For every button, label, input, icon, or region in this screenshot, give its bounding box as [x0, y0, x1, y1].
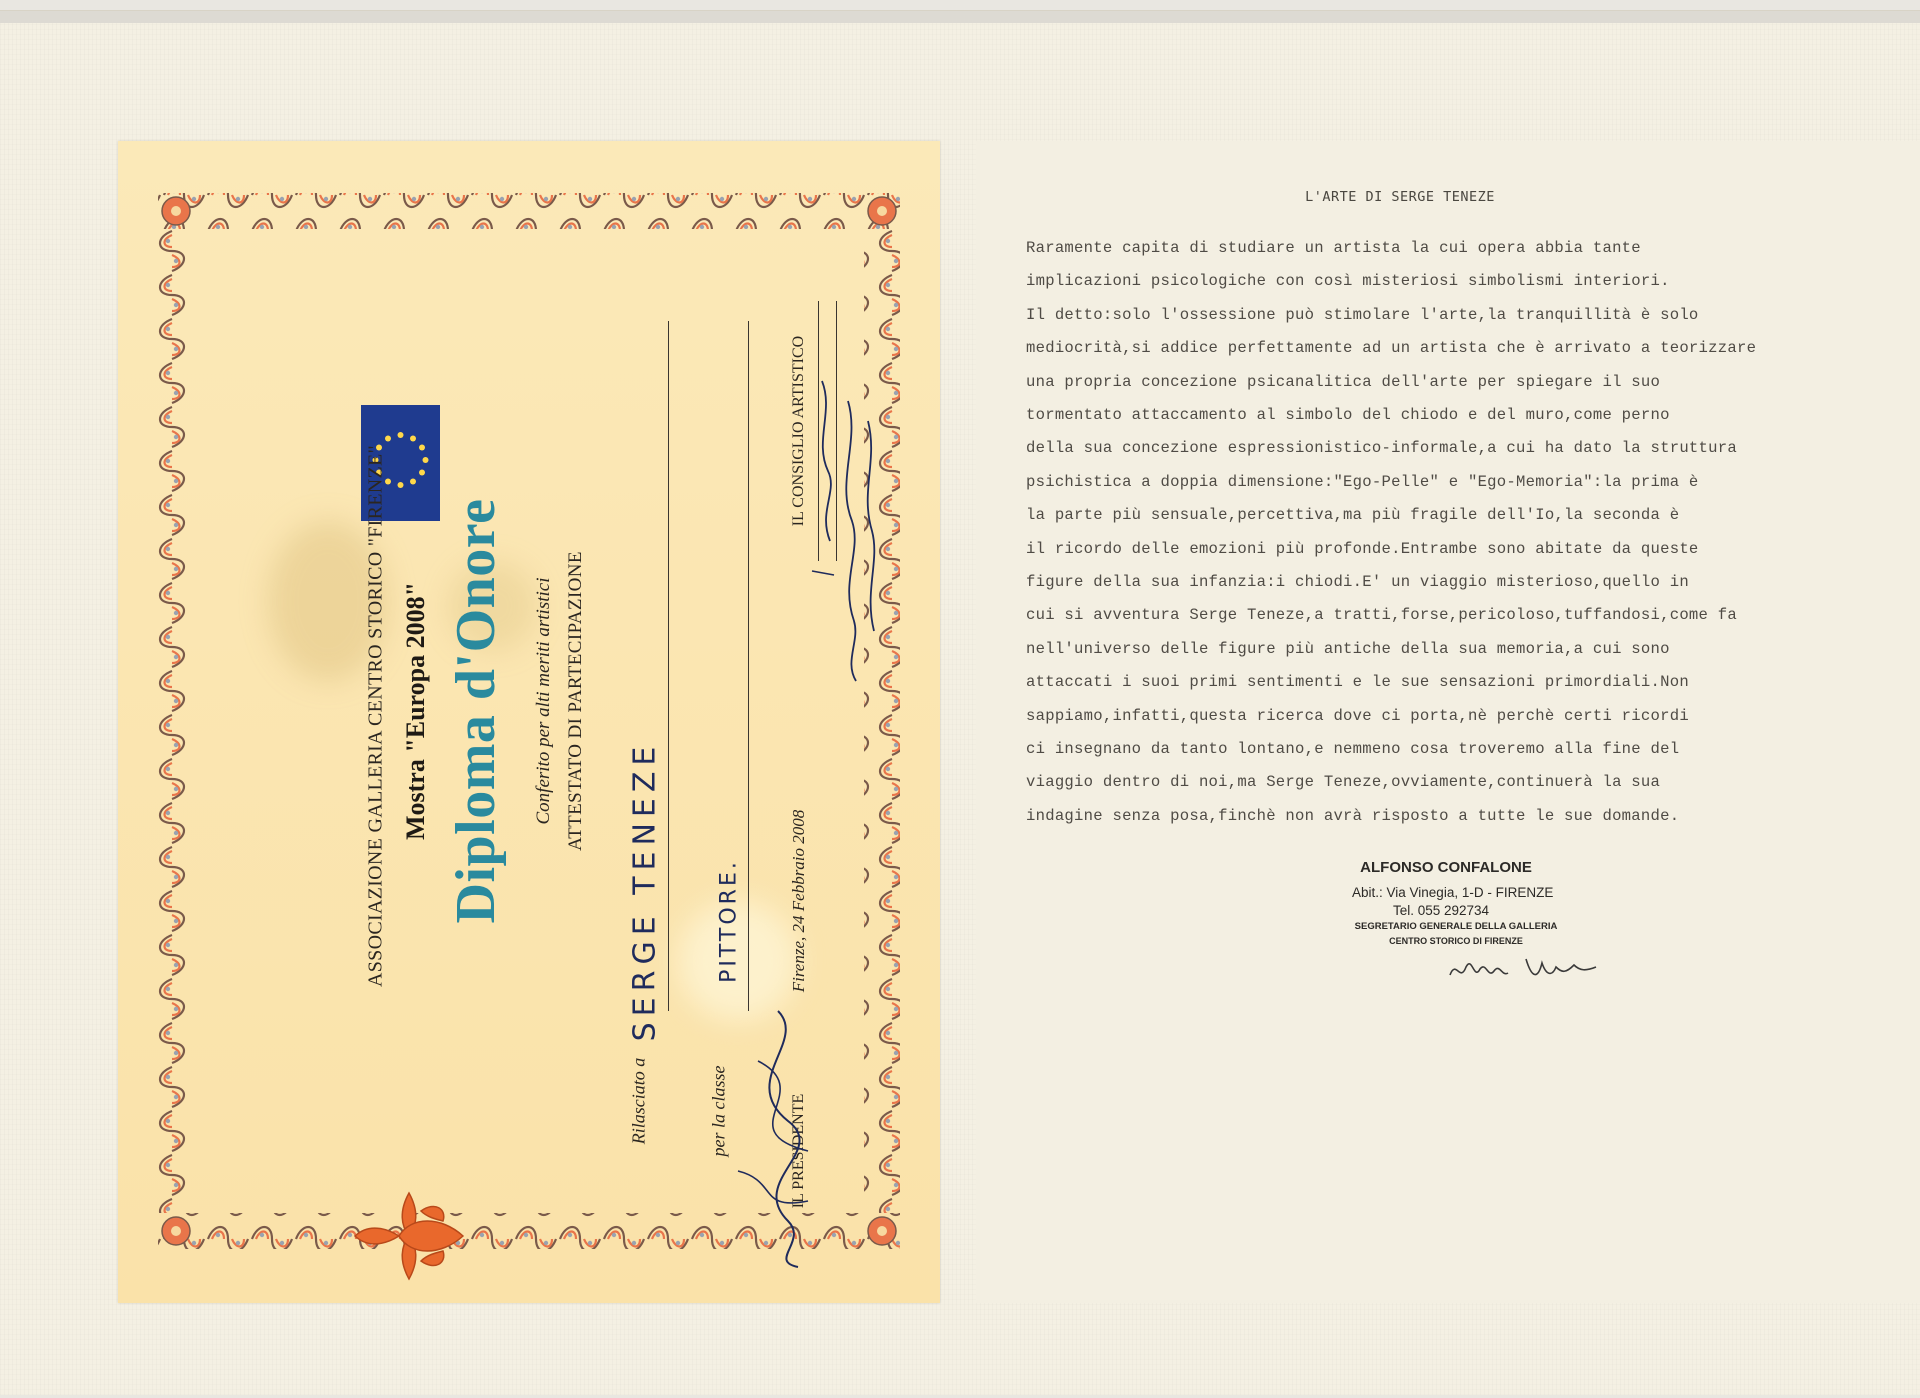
conferito-text: Conferito per alti meriti artistici — [533, 577, 554, 825]
essay-line: Il detto:solo l'ossessione può stimolare l'arte,la tranquillità è solo — [1026, 305, 1699, 324]
date-wrap — [784, 761, 814, 1041]
consiglio-label: IL CONSIGLIO ARTISTICO — [790, 335, 807, 527]
exhibition-title: Mostra "Europa 2008" — [401, 581, 430, 841]
stamp-role-1: SEGRETARIO GENERALE DELLA GALLERIA — [1354, 921, 1558, 932]
recipient-wrap — [620, 681, 670, 1101]
page-top-edge — [0, 11, 1920, 23]
essay-line: cui si avventura Serge Teneze,a tratti,forse,pericoloso,tuffandosi,come fa — [1026, 606, 1737, 625]
diploma-title: Diploma d'Onore — [445, 498, 507, 924]
essay-line: nell'universo delle figure più antiche della sua memoria,a cui sono — [1026, 639, 1670, 658]
conferito-column — [526, 441, 562, 961]
essay-line: della sua concezione espressionistico-informale,a cui ha dato la struttura — [1026, 439, 1737, 458]
diploma-certificate — [118, 141, 940, 1303]
essay-title: L'ARTE DI SERGE TENEZE — [1305, 189, 1495, 205]
essay-line: figure della sua infanzia:i chiodi.E' un viaggio misterioso,quello in — [1026, 573, 1689, 591]
confalone-signature — [1446, 949, 1606, 989]
association-column — [356, 291, 396, 1141]
recipient-name: SERGE TENEZE — [627, 740, 663, 1042]
essay-line: mediocrità,si addice perfettamente ad un artista che è arrivato a teorizzare — [1026, 339, 1757, 358]
essay-line: Raramente capita di studiare un artista la cui opera abbia tante — [1026, 239, 1641, 257]
essay-line: attaccati i suoi primi sentimenti e le sue sensazioni primordiali.Non — [1026, 673, 1689, 692]
essay-line: sappiamo,infatti,questa ricerca dove ci porta,nè perchè certi ricordi — [1026, 706, 1689, 725]
essay-line: una propria concezione psicanalitica dell'arte per spiegare il suo — [1026, 372, 1661, 391]
consiglio-signatures — [804, 371, 888, 691]
essay-line: ci insegnano da tanto lontano,e nemmeno cosa troveremo alla fine del — [1026, 740, 1680, 758]
stamp-name: ALFONSO CONFALONE — [1360, 859, 1532, 876]
attestato-text: ATTESTATO DI PARTECIPAZIONE — [565, 551, 586, 851]
title-column — [436, 321, 516, 1101]
essay-line: viaggio dentro di noi,ma Serge Teneze,ovviamente,continuerà la sua — [1026, 773, 1661, 792]
florence-lily-icon — [351, 1191, 467, 1281]
stamp-role-2: CENTRO STORICO DI FIRENZE — [1389, 936, 1523, 946]
essay-line: il ricordo delle emozioni più profonde.Entrambe sono abitate da queste — [1026, 539, 1699, 558]
rilasciato-label: Rilasciato a — [628, 1057, 649, 1145]
stamp-tel: Tel. 055 292734 — [1392, 903, 1490, 918]
classe-value: PITTORE. — [716, 859, 742, 983]
mostra-column — [396, 411, 436, 1011]
essay-line: la parte più sensuale,percettiva,ma più fragile dell'Io,la seconda è — [1026, 506, 1680, 525]
association-name: ASSOCIAZIONE GALLERIA CENTRO STORICO "FIRENZE" — [364, 445, 387, 987]
essay-line: implicazioni psicologiche con così misteriosi simbolismi interiori. — [1026, 272, 1670, 291]
diploma-date: Firenze, 24 Febbraio 2008 — [789, 809, 808, 993]
presidente-signature — [718, 1001, 838, 1271]
essay-line: psichistica a doppia dimensione:"Ego-Pelle" e "Ego-Memoria":la prima è — [1026, 472, 1699, 491]
essay-line: tormentato attaccamento al simbolo del chiodo e del muro,come perno — [1026, 406, 1670, 424]
stamp-address: Abit.: Via Vinegia, 1-D - FIRENZE — [1352, 885, 1554, 900]
essay-page — [976, 141, 1920, 1303]
presidente-label: IL PRESIDENTE — [790, 1093, 807, 1209]
attestato-column — [558, 441, 594, 961]
classe-label: per la classe — [708, 1065, 729, 1157]
essay-line: indagine senza posa,finchè non avrà risposto a tutte le sue domande. — [1026, 806, 1680, 825]
scanned-sheet — [0, 10, 1920, 1395]
